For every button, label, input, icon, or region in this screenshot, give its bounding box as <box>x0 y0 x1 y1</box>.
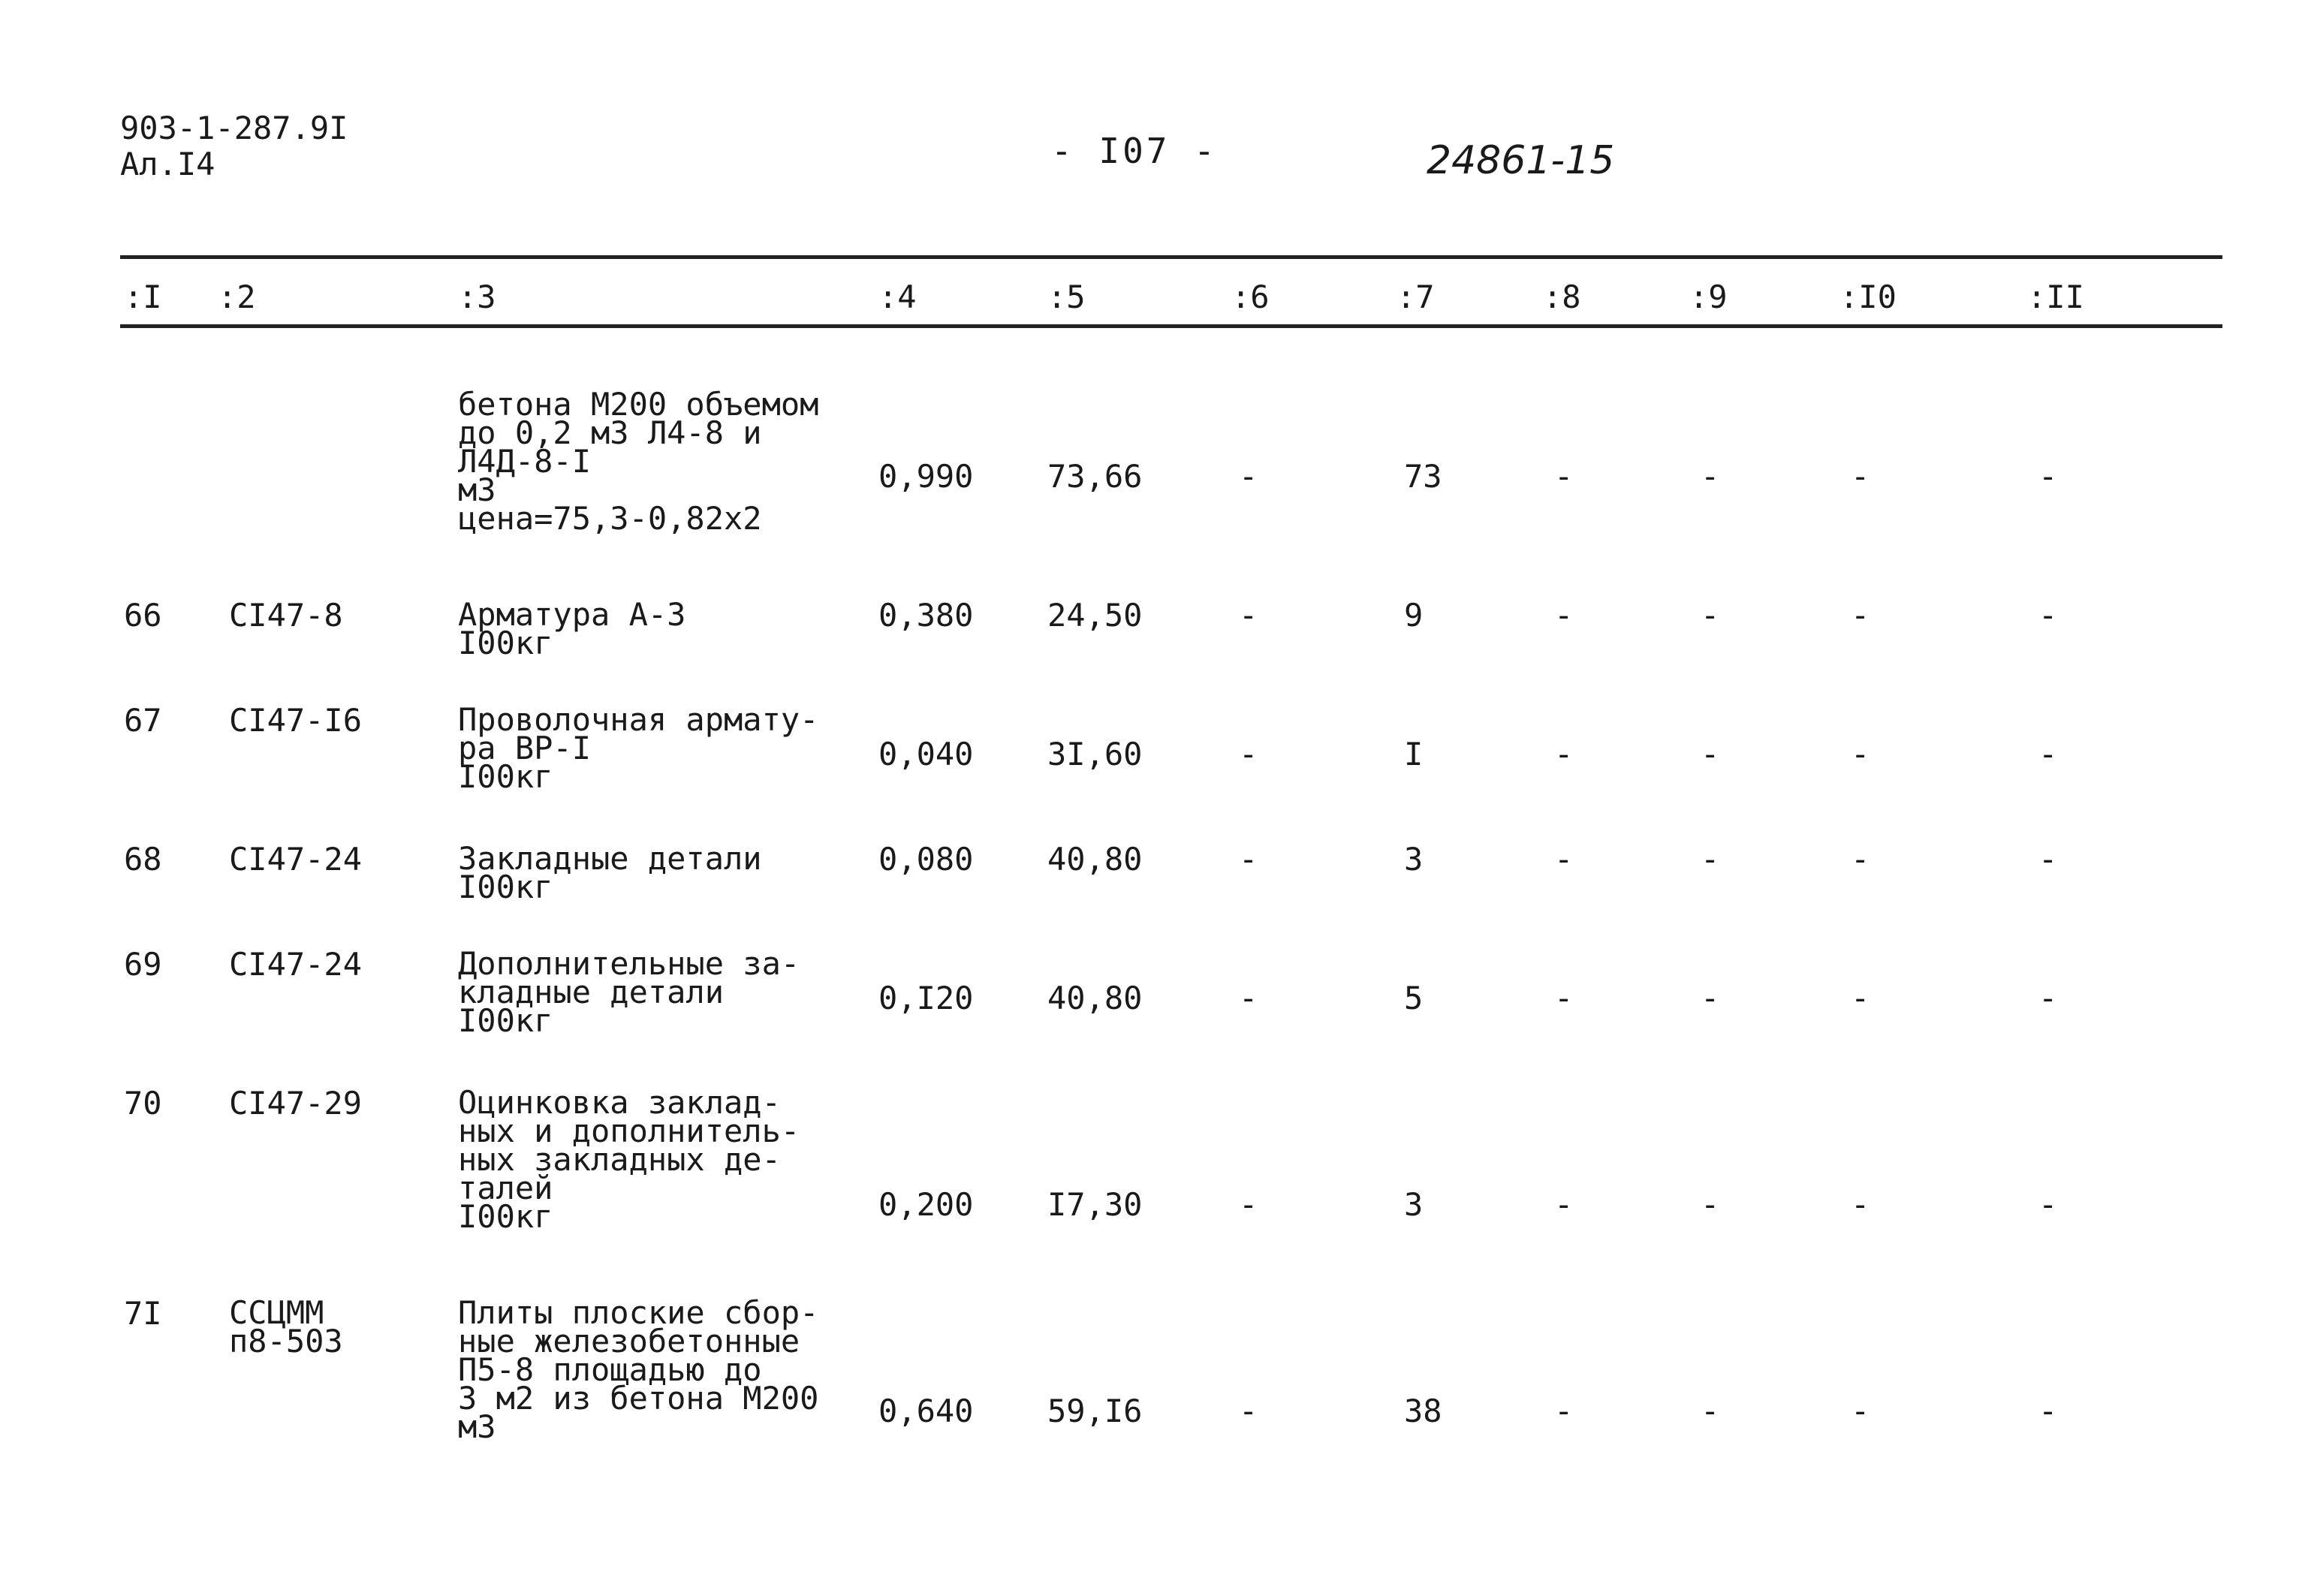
description-line: ные железобетонные <box>458 1323 800 1360</box>
cell-col5: 24,50 <box>1047 597 1143 634</box>
description-line: 3 м2 из бетона М200 <box>458 1380 819 1417</box>
description-line: Оцинковка заклад- <box>458 1084 781 1121</box>
cell-col5: 59,I6 <box>1047 1393 1143 1429</box>
cell-col11: - <box>2038 458 2058 495</box>
cell-col8: - <box>1554 736 1574 772</box>
cell-col9: - <box>1701 1393 1720 1429</box>
cell-rate-code: CI47-24 <box>229 946 363 983</box>
cell-col10: - <box>1851 841 1870 878</box>
cell-col9: - <box>1701 1186 1720 1223</box>
description-line: Плиты плоские сбор- <box>458 1294 819 1331</box>
cell-col6: - <box>1239 980 1258 1016</box>
cell-col6: - <box>1239 597 1258 634</box>
cell-col5: 3I,60 <box>1047 736 1143 772</box>
cell-row-number: 69 <box>124 946 162 983</box>
table-header-rule <box>120 324 2222 328</box>
cell-col4: 0,I20 <box>878 980 974 1016</box>
cell-row-number: 66 <box>124 597 162 634</box>
cell-col6: - <box>1239 736 1258 772</box>
cell-row-number: 67 <box>124 702 162 739</box>
cell-row-number: 70 <box>124 1085 162 1122</box>
cell-col5: I7,30 <box>1047 1186 1143 1223</box>
column-header-6: :6 <box>1231 279 1270 315</box>
column-header-10: :I0 <box>1839 279 1897 315</box>
archive-number: 24861-15 <box>1427 138 1615 183</box>
cell-col10: - <box>1851 736 1870 772</box>
cell-rate-code: CI47-8 <box>229 597 343 634</box>
column-header-3: :3 <box>458 279 496 315</box>
description-line: I00кг <box>458 758 553 795</box>
description-line: Проволочная армату- <box>458 701 819 738</box>
cell-col7: 38 <box>1404 1393 1442 1429</box>
cell-col7: I <box>1404 736 1424 772</box>
cell-col7: 9 <box>1404 597 1424 634</box>
description-line: бетона М200 объемом <box>458 386 819 423</box>
cell-col10: - <box>1851 1393 1870 1429</box>
cell-col10: - <box>1851 597 1870 634</box>
cell-col4: 0,380 <box>878 597 974 634</box>
column-header-1: :I <box>124 279 162 315</box>
cell-row-number: 68 <box>124 841 162 878</box>
description-line: П5-8 площадью до <box>458 1351 762 1388</box>
document-code: 903-1-287.9I <box>120 110 348 146</box>
cell-col5: 73,66 <box>1047 458 1143 495</box>
cell-col11: - <box>2038 1393 2058 1429</box>
cell-col6: - <box>1239 458 1258 495</box>
rate-code-line: п8-503 <box>229 1323 343 1360</box>
description-line: ных и дополнитель- <box>458 1113 800 1149</box>
column-header-9: :9 <box>1689 279 1728 315</box>
cell-col4: 0,080 <box>878 841 974 878</box>
cell-col9: - <box>1701 980 1720 1016</box>
cell-col6: - <box>1239 1393 1258 1429</box>
table-row-description <box>458 701 819 795</box>
description-line: I00кг <box>458 869 553 905</box>
cell-col10: - <box>1851 458 1870 495</box>
cell-col5: 40,80 <box>1047 841 1143 878</box>
column-header-5: :5 <box>1047 279 1086 315</box>
table-row-description <box>458 840 762 905</box>
table-top-rule <box>120 255 2222 259</box>
cell-col10: - <box>1851 1186 1870 1223</box>
cell-col9: - <box>1701 597 1720 634</box>
description-line: до 0,2 м3 Л4-8 и <box>458 414 762 451</box>
cell-col8: - <box>1554 597 1574 634</box>
column-header-7: :7 <box>1397 279 1435 315</box>
description-line: Закладные детали <box>458 840 762 877</box>
cell-col11: - <box>2038 736 2058 772</box>
cell-row-number: 7I <box>124 1295 162 1332</box>
table-row-description <box>458 386 819 537</box>
cell-col9: - <box>1701 458 1720 495</box>
table-row-description <box>458 1084 800 1235</box>
description-line: I00кг <box>458 1002 553 1039</box>
cell-rate-code: CI47-29 <box>229 1085 363 1122</box>
cell-rate-code: CI47-24 <box>229 841 363 878</box>
cell-col11: - <box>2038 841 2058 878</box>
description-line: I00кг <box>458 625 553 661</box>
cell-col11: - <box>2038 1186 2058 1223</box>
cell-col11: - <box>2038 980 2058 1016</box>
cell-col7: 3 <box>1404 841 1424 878</box>
table-row-description <box>458 945 800 1039</box>
cell-col7: 73 <box>1404 458 1442 495</box>
cell-col4: 0,040 <box>878 736 974 772</box>
cell-col6: - <box>1239 841 1258 878</box>
cell-col4: 0,200 <box>878 1186 974 1223</box>
cell-col11: - <box>2038 597 2058 634</box>
page-number: - I07 - <box>1051 131 1218 171</box>
cell-col9: - <box>1701 736 1720 772</box>
cell-col10: - <box>1851 980 1870 1016</box>
column-header-8: :8 <box>1543 279 1581 315</box>
description-line: кладные детали <box>458 974 725 1010</box>
cell-col7: 5 <box>1404 980 1424 1016</box>
cell-col8: - <box>1554 980 1574 1016</box>
description-line: цена=75,3-0,82x2 <box>458 500 762 537</box>
description-line: Арматура А-3 <box>458 596 686 633</box>
cell-col8: - <box>1554 1393 1574 1429</box>
column-header-2: :2 <box>218 279 256 315</box>
cell-rate-code <box>229 1294 343 1360</box>
description-line: ных закладных де- <box>458 1141 781 1178</box>
description-line: Дополнительные за- <box>458 945 800 982</box>
cell-rate-code: CI47-I6 <box>229 702 363 739</box>
cell-col8: - <box>1554 841 1574 878</box>
cell-col7: 3 <box>1404 1186 1424 1223</box>
description-line: талей <box>458 1170 553 1206</box>
description-line: ра ВР-I <box>458 730 592 766</box>
description-line: I00кг <box>458 1198 553 1235</box>
description-line: Л4Д-8-I <box>458 443 592 480</box>
cell-col8: - <box>1554 458 1574 495</box>
cell-col4: 0,640 <box>878 1393 974 1429</box>
description-line: м3 <box>458 1408 496 1445</box>
cell-col9: - <box>1701 841 1720 878</box>
table-row-description <box>458 596 686 661</box>
cell-col5: 40,80 <box>1047 980 1143 1016</box>
table-row-description <box>458 1294 819 1445</box>
column-header-4: :4 <box>878 279 917 315</box>
sheet-label: Ал.I4 <box>120 146 215 182</box>
description-line: м3 <box>458 471 496 508</box>
rate-code-line: ССЦММ <box>229 1294 324 1331</box>
column-header-11: :II <box>2027 279 2084 315</box>
cell-col4: 0,990 <box>878 458 974 495</box>
cell-col8: - <box>1554 1186 1574 1223</box>
cell-col6: - <box>1239 1186 1258 1223</box>
